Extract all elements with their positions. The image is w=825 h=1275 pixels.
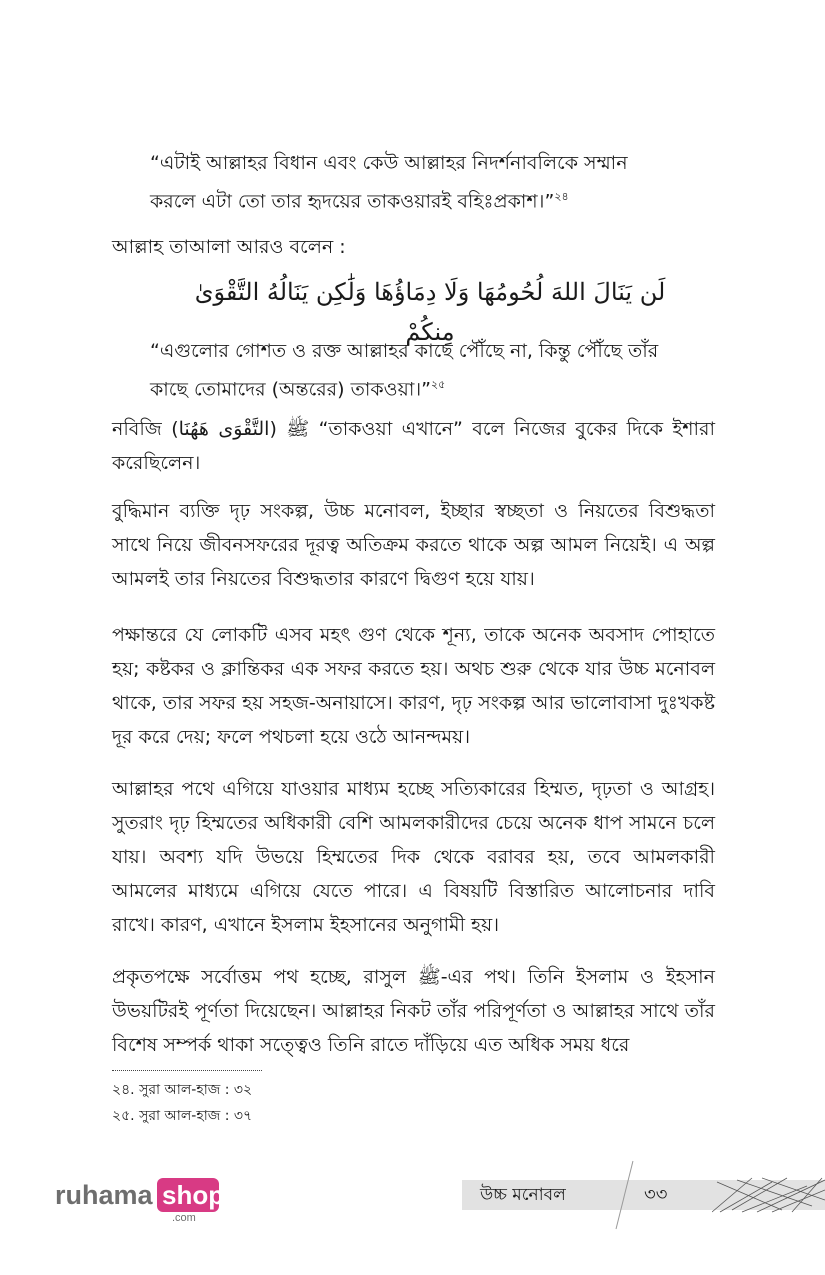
quote-1-line-1: “এটাই আল্লাহর বিধান এবং কেউ আল্লাহর নিদর্শনাবলিকে সম্মান xyxy=(150,152,628,174)
page-number: ৩৩ xyxy=(644,1184,668,1205)
logo-com-text: .com xyxy=(172,1212,196,1224)
quote-block-1 xyxy=(150,146,680,218)
logo-shop-text: shop xyxy=(162,1180,225,1210)
paragraph-3: পক্ষান্তরে যে লোকটি এসব মহৎ গুণ থেকে শূন্য, তাকে অনেক অবসাদ পোহাতে হয়; কষ্টকর ও ক্লান্তিকর এক সফর করতে হয়। অথচ শুরু থেকে যার উচ্চ মনোবল থাকে, তার সফর হয় সহজ-অনায়াসে। কারণ, দৃঢ় সংকল্প আর ভালোবাসা দুঃখকষ্ট দূর করে দেয়; ফলে পথচলা হয়ে ওঠে আনন্দময়। xyxy=(112,624,715,748)
running-title: উচ্চ মনোবল xyxy=(480,1185,566,1205)
logo-ruhama-text: ruhama xyxy=(55,1180,153,1210)
footnote-ref-25: ২৫ xyxy=(430,378,446,391)
quote-1-line-2 xyxy=(150,180,680,218)
quote-1-text: করলে এটা তো তার হৃদয়ের তাকওয়ারই বহিঃপ্রকাশ।” xyxy=(150,190,555,213)
quote-block-2 xyxy=(150,334,680,406)
arabic-verse: لَن يَنَالَ اللهَ لُحُومُهَا وَلَا دِمَاؤُهَا وَلَٰكِن يَنَالُهُ التَّقْوَىٰ مِنكُمْ xyxy=(194,278,666,346)
footnote-divider xyxy=(112,1070,262,1071)
paragraph-1-prefix: নবিজি ﷺ ( xyxy=(112,418,310,440)
paragraph-1-suffix: ) “তাকওয়া এখানে” বলে নিজের বুকের দিকে ইশারা করেছিলেন। xyxy=(112,418,716,474)
paragraph-2: বুদ্ধিমান ব্যক্তি দৃঢ় সংকল্প, উচ্চ মনোবল, ইচ্ছার স্বচ্ছতা ও নিয়তের বিশুদ্ধতা সাথে নিয়ে জীবনসফরের দূরত্ব অতিক্রম করতে থাকে অল্প আমল নিয়েই। এ অল্প আমলই তার নিয়তের বিশুদ্ধতার কারণে দ্বিগুণ হয়ে যায়। xyxy=(112,500,715,590)
decorative-lines-icon xyxy=(712,1176,825,1214)
paragraph-1 xyxy=(112,412,715,480)
paragraph-4: আল্লাহর পথে এগিয়ে যাওয়ার মাধ্যম হচ্ছে সত্যিকারের হিম্মত, দৃঢ়তা ও আগ্রহ। সুতরাং দৃঢ় হিম্মতের অধিকারী বেশি আমলকারীদের চেয়ে অনেক ধাপ সামনে চলে যায়। অবশ্য যদি উভয়ে হিম্মতের দিক থেকে বরাবর হয়, তবে আমলকারী আমলের মাধ্যমে এগিয়ে যেতে পারে। এ বিষয়টি বিস্তারিত আলোচনার দাবি রাখে। কারণ, এখানে ইসলাম ইহসানের অনুগামী হয়। xyxy=(112,778,715,936)
paragraph-5: প্রকৃতপক্ষে সর্বোত্তম পথ হচ্ছে, রাসুল ﷺ-এর পথ। তিনি ইসলাম ও ইহসান উভয়টিরই পূর্ণতা দিয়েছেন। আল্লাহর নিকট তাঁর পরিপূর্ণতা ও আল্লাহর সাথে তাঁর বিশেষ সম্পর্ক থাকা সত্ত্বেও তিনি রাতে দাঁড়িয়ে এত অধিক সময় ধরে xyxy=(112,966,715,1056)
paragraph-1-arabic: التَّقْوَى هَهُنَا xyxy=(178,418,270,440)
quote-2-line-1: “এগুলোর গোশত ও রক্ত আল্লাহর কাছে পৌঁছে না, কিন্তু পৌঁছে তাঁর xyxy=(150,340,659,362)
footnote-ref-24: ২৪ xyxy=(554,190,569,203)
footnote-25: ২৫. সুরা আল-হাজ : ৩৭ xyxy=(112,1108,253,1124)
intro-line: আল্লাহ তাআলা আরও বলেন : xyxy=(112,236,346,258)
quote-2-line-2 xyxy=(150,368,680,406)
quote-2-text: কাছে তোমাদের (অন্তরের) তাকওয়া।” xyxy=(150,378,431,401)
footnote-24: ২৪. সুরা আল-হাজ : ৩২ xyxy=(112,1082,253,1098)
